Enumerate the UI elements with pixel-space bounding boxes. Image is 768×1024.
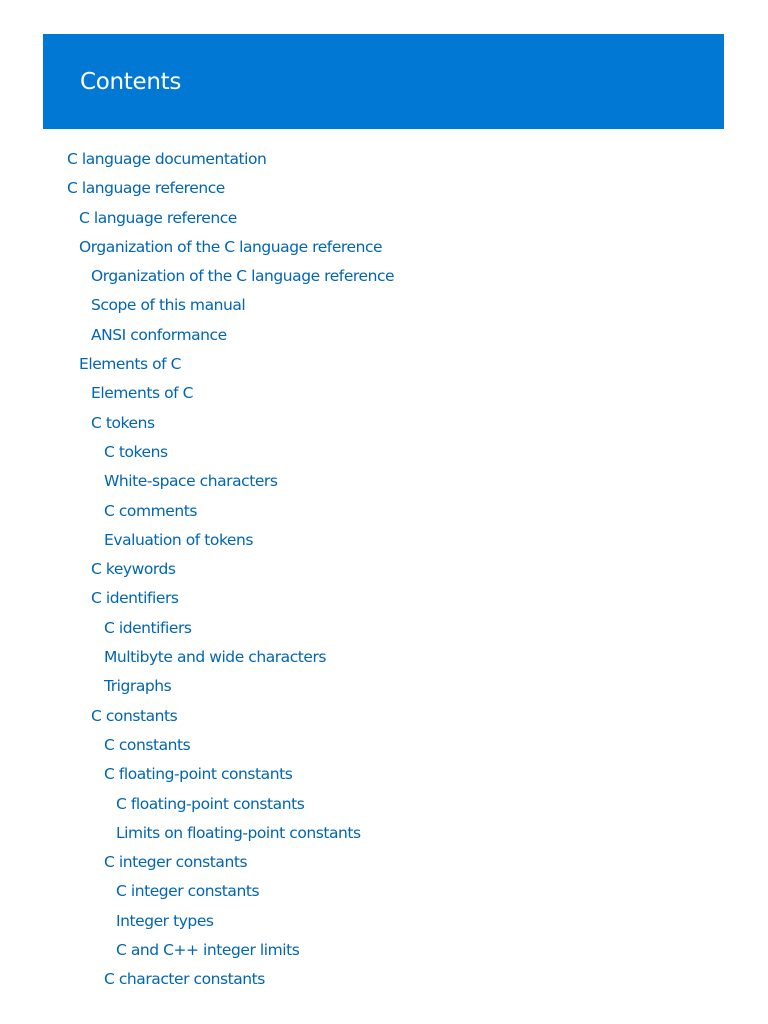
toc-link[interactable]: C integer constants [116,882,260,901]
toc-link[interactable]: Elements of C [79,355,182,374]
toc-link[interactable]: C keywords [91,560,176,579]
toc-link[interactable]: C constants [91,706,178,725]
toc-link[interactable]: C identifiers [104,618,192,637]
toc-link[interactable]: C character constants [104,970,265,989]
table-of-contents [0,145,768,995]
toc-link[interactable]: ANSI conformance [91,325,227,344]
toc-link[interactable]: Multibyte and wide characters [104,648,327,667]
toc-link[interactable]: Integer types [116,911,214,930]
toc-link[interactable]: C comments [104,501,197,520]
toc-link[interactable]: C floating-point constants [104,765,293,784]
contents-header [43,34,724,129]
toc-link[interactable]: Evaluation of tokens [104,530,253,549]
toc-link[interactable]: C tokens [104,442,168,461]
toc-link[interactable]: Organization of the C language reference [79,237,383,256]
toc-link[interactable]: C floating-point constants [116,794,305,813]
toc-link[interactable]: Scope of this manual [91,296,246,315]
toc-link[interactable]: White-space characters [104,472,278,491]
toc-link[interactable]: Organization of the C language reference [91,267,395,286]
toc-link[interactable]: Elements of C [91,384,194,403]
toc-link[interactable]: C language reference [79,208,237,227]
toc-link[interactable]: C and C++ integer limits [116,941,300,960]
toc-link[interactable]: Trigraphs [104,677,172,696]
toc-link[interactable]: C constants [104,735,191,754]
page-title: Contents [80,69,182,95]
toc-link[interactable]: C identifiers [91,589,179,608]
toc-link[interactable]: C language documentation [67,150,267,168]
toc-link[interactable]: Limits on floating-point constants [116,823,361,842]
toc-link[interactable]: C language reference [67,179,225,198]
toc-link[interactable]: C tokens [91,413,155,432]
toc-link[interactable]: C integer constants [104,853,248,872]
